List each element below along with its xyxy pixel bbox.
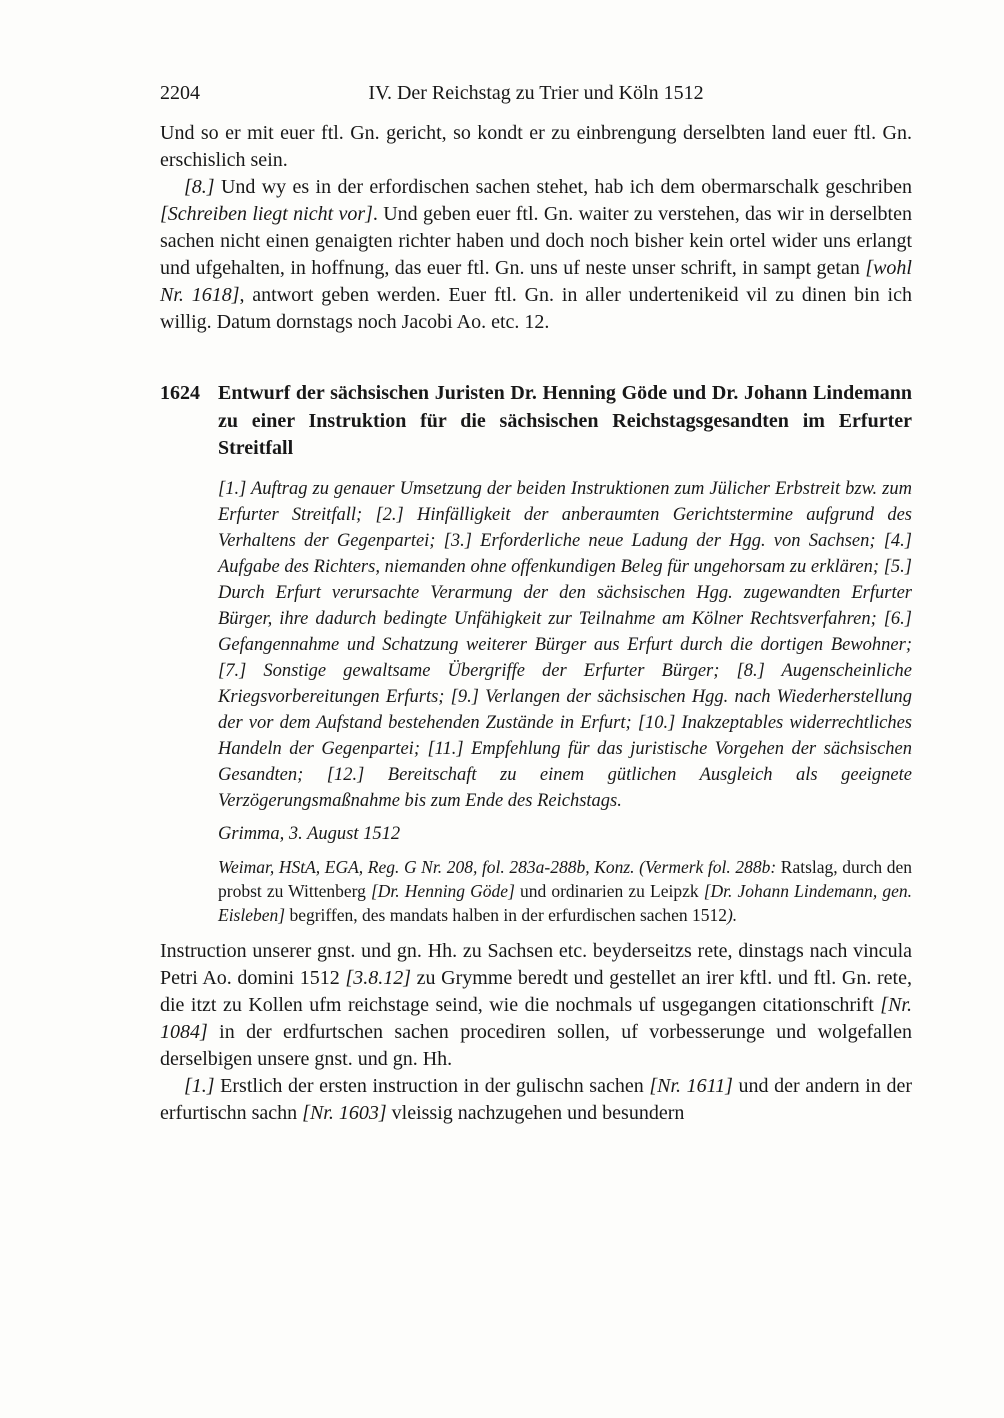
page-body: [160, 120, 912, 1127]
paragraph-instruction: Instruction unserer gnst. und gn. Hh. zu Sachsen etc. beyderseitzs rete, dinstags nach vincula Petri Ao. domini 1512 [3.8.12] zu Grymme beredt und gestellet an irer kftl. und ftl. Gn. rete, die itzt zu Kollen ufm reichstage seind, wie die nochmals uf usgegangen citationschrift [Nr. 1084] in der erdfurtschen sachen procediren sollen, uf vorbesserunge und wolgefallen derselbigen unsere gnst. und gn. Hh.: [160, 939, 912, 1070]
entry-dateline: Grimma, 3. August 1512: [218, 823, 401, 844]
page-number: 2204: [160, 82, 200, 104]
paragraph-section-1: [1.] Erstlich der ersten instruction in der gulischn sachen [Nr. 1611] und der andern in der erfurtischn sachn [Nr. 1603] vleissig nachzugehen und besundern: [160, 1074, 912, 1124]
paragraph-section-8: [8.] Und wy es in der erfordischen sachen stehet, hab ich dem obermarschalk geschriben [Schreiben liegt nicht vor]. Und geben euer ftl. Gn. waiter zu verstehen, das wir in derselbten sachen nicht einen genaigten richter haben und doch noch bisher kein ortel wider uns erlangt und ufgehalten, in hoffnung, das euer ftl. Gn. uns uf neste unser schrift, in sampt getan [wohl Nr. 1618], antwort geben werden. Euer ftl. Gn. in aller undertenikeid vil zu dinen bin ich willig. Datum dornstags noch Jacobi Ao. etc. 12.: [160, 176, 912, 333]
entry-title: Entwurf der sächsischen Juristen Dr. Henning Göde und Dr. Johann Lindemann zu einer Instruktion für die sächsischen Reichstagsgesandten im Erfurter Streitfall: [218, 382, 912, 459]
running-title: IV. Der Reichstag zu Trier und Köln 1512: [368, 82, 704, 104]
entry-number: 1624: [160, 382, 200, 404]
entry-source-note: Weimar, HStA, EGA, Reg. G Nr. 208, fol. 283a-288b, Konz. (Vermerk fol. 288b: Ratslag, durch den probst zu Wittenberg [Dr. Henning Göde] und ordinarien zu Leipzk [Dr. Johann Lindemann, gen. Eisleben] begriffen, des mandats halben in der erfurdischen sachen 1512).: [218, 856, 913, 925]
page-header: [160, 80, 912, 107]
paragraph-continuation: Und so er mit euer ftl. Gn. gericht, so kondt er zu einbrengung derselbten land euer ftl. Gn. erschislich sein.: [160, 122, 912, 171]
text-block: [160, 80, 912, 1127]
entry-1624: [160, 380, 912, 927]
entry-regest: [1.] Auftrag zu genauer Umsetzung der beiden Instruktionen zum Jülicher Erbstreit bzw. zum Erfurter Streitfall; [2.] Hinfälligkeit der anberaumten Gerichtstermine aufgrund des Verhaltens der Gegenpartei; [3.] Erforderliche neue Ladung der Hgg. von Sachsen; [4.] Aufgabe des Richters, niemanden ohne offenkundigen Beleg für ungehorsam zu erklären; [5.] Durch Erfurt verursachte Verarmung der den sächsischen Hgg. zugewandten Erfurter Bürger, ihre dadurch bedingte Unfähigkeit zur Teilnahme am Kölner Rechtsverfahren; [6.] Gefangennahme und Schatzung weiterer Bürger aus Erfurt durch die dortigen Bewohner; [7.] Sonstige gewaltsame Übergriffe der Erfurter Bürger; [8.] Augenscheinliche Kriegsvorbereitungen Erfurts; [9.] Verlangen der sächsischen Hgg. nach Wiederherstellung der vor dem Aufstand bestehenden Zustände in Erfurt; [10.] Inakzeptables widerrechtliches Handeln der Gegenpartei; [11.] Empfehlung für das juristische Vorgehen der sächsischen Gesandten; [12.] Bereitschaft zu einem gütlichen Ausgleich als geeignete Verzögerungsmaßnahme bis zum Ende des Reichstags.: [218, 478, 912, 811]
entry-heading: [160, 380, 912, 463]
